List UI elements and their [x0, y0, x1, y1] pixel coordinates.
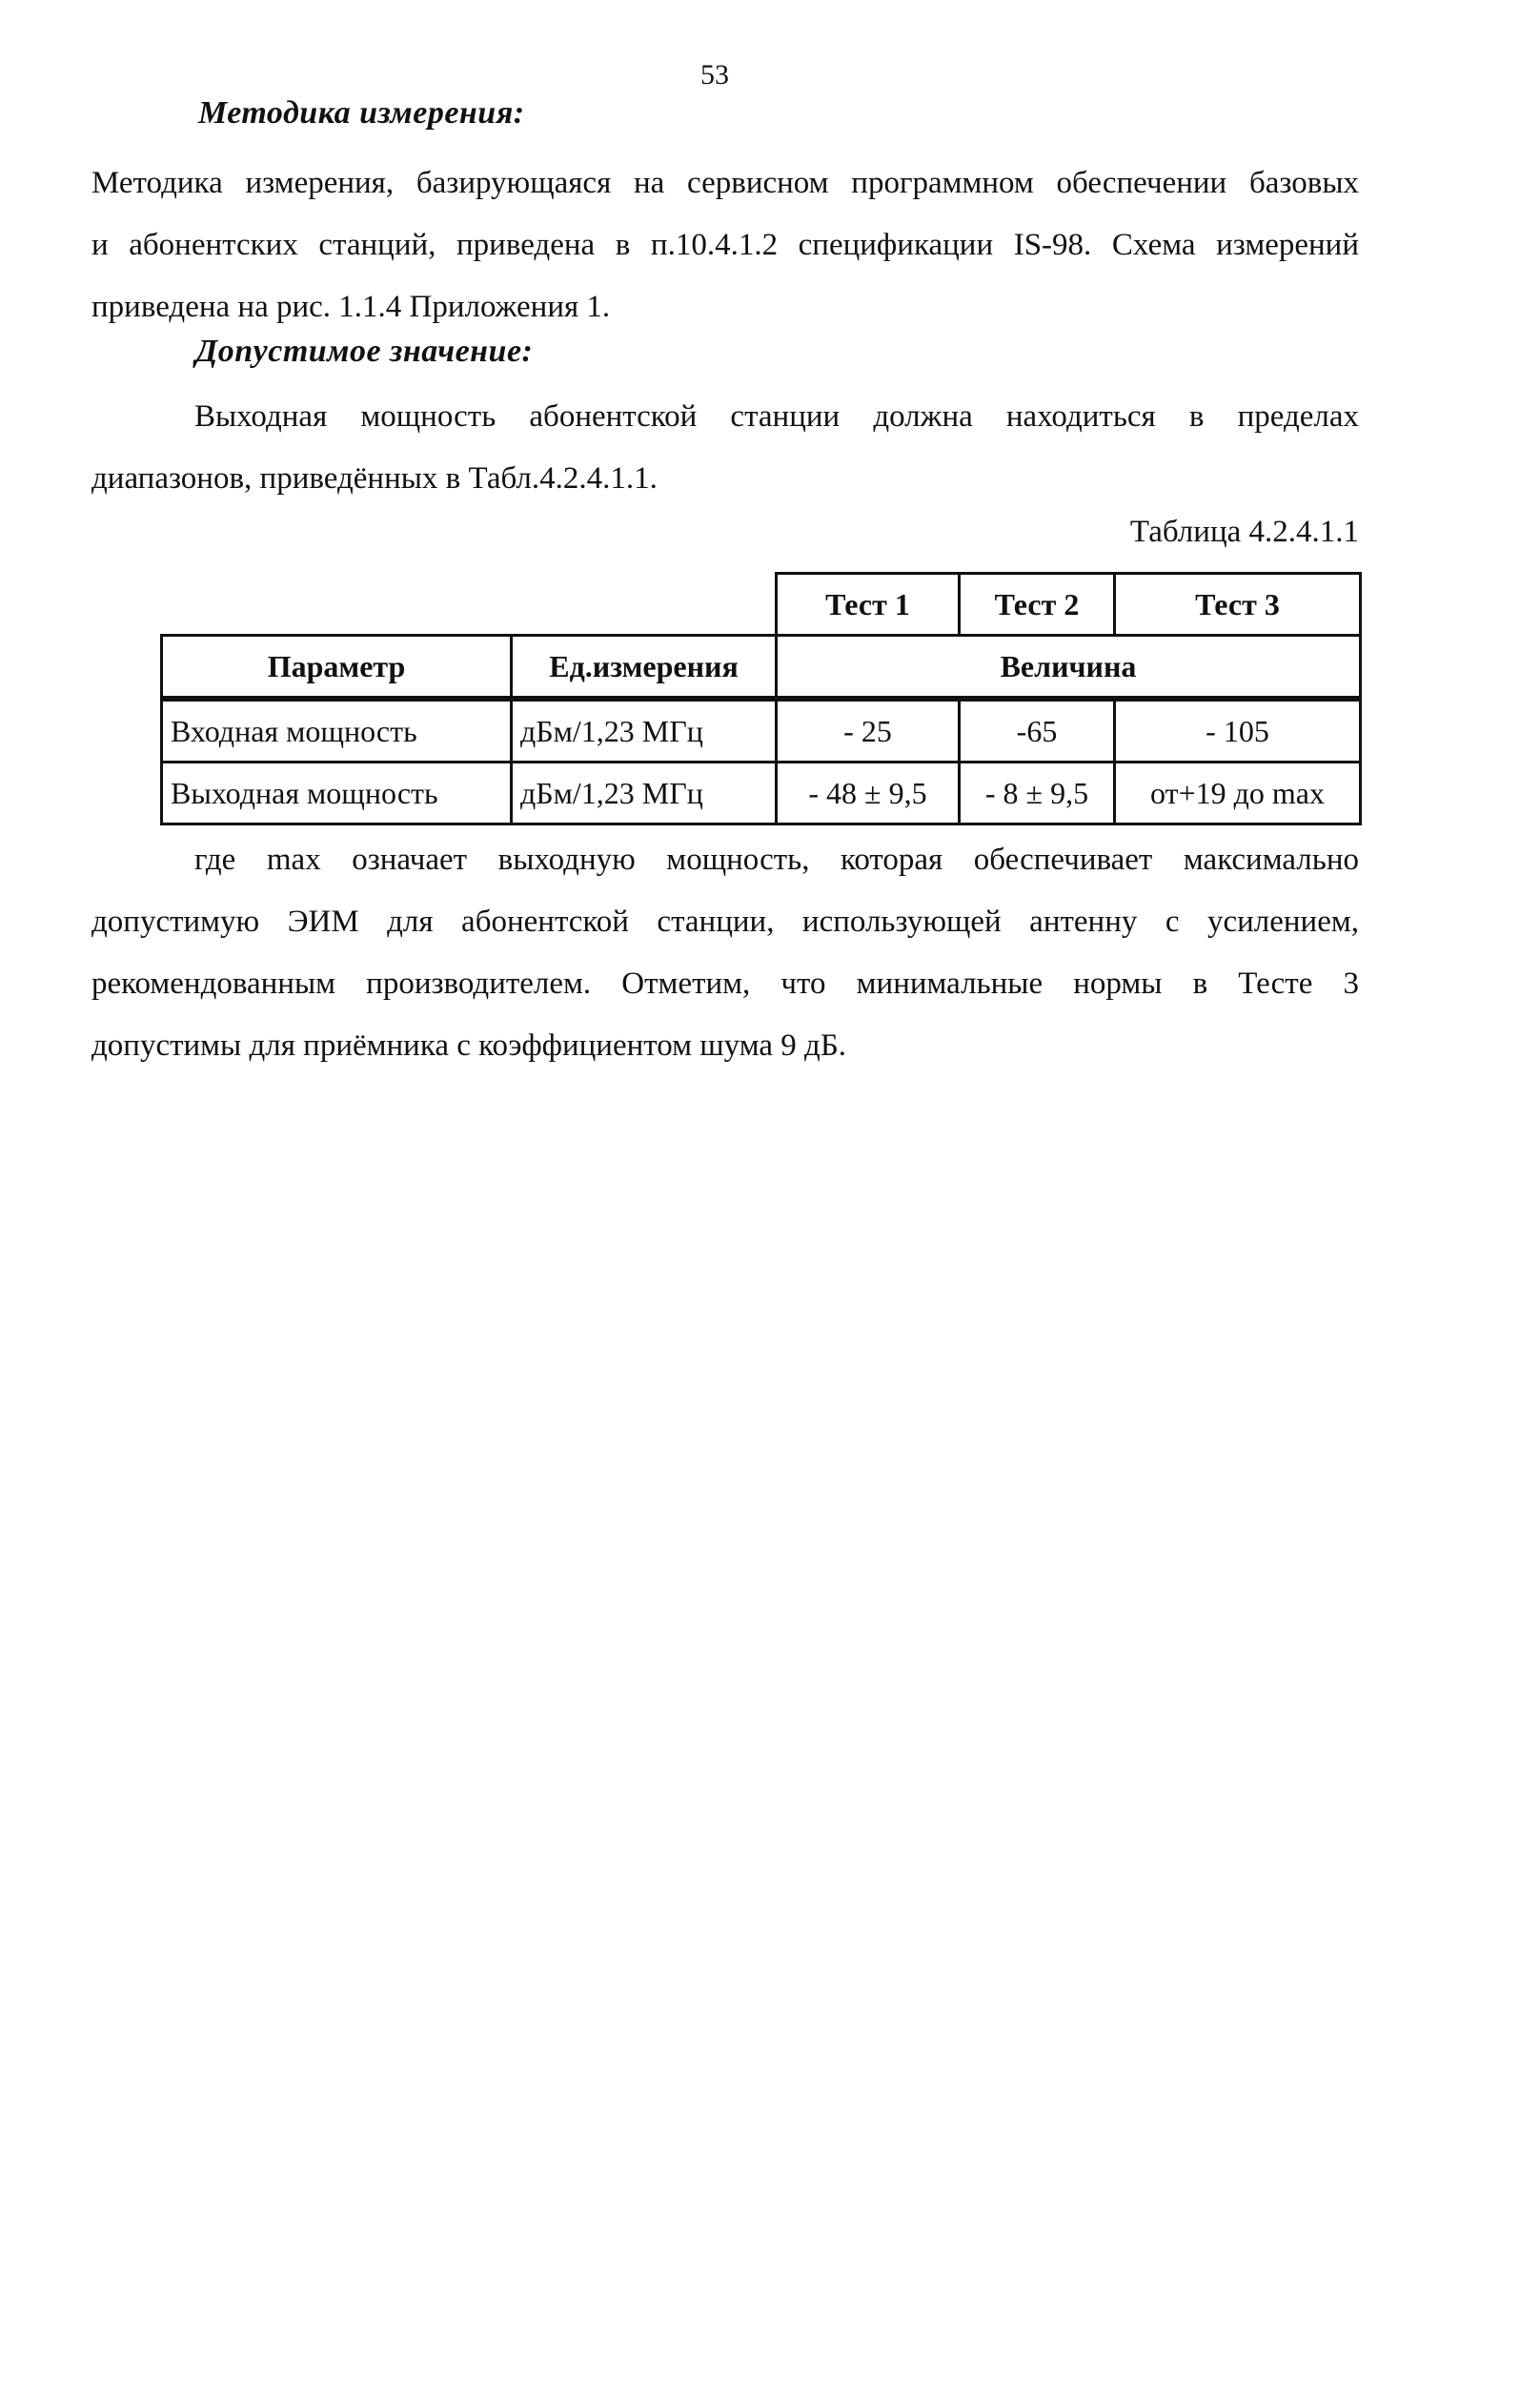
table-cell-test1: - 48 ± 9,5 — [777, 763, 960, 824]
table-row — [162, 763, 1361, 824]
paragraph-line: где max означает выходную мощность, которая обеспечивает максимально — [194, 843, 1359, 877]
paragraph-line: Выходная мощность абонентской станции должна находиться в пределах — [194, 399, 1359, 434]
paragraph-line: и абонентских станций, приведена в п.10.4.1.2 спецификации IS-98. Схема измерений — [91, 228, 1359, 262]
table-caption: Таблица 4.2.4.1.1 — [1129, 515, 1359, 549]
section-heading-method: Методика измерения: — [198, 95, 525, 131]
paragraph-line: приведена на рис. 1.1.4 Приложения 1. — [91, 290, 611, 324]
table-header-test3: Тест 3 — [1115, 574, 1361, 636]
table-cell-param: Входная мощность — [162, 699, 512, 763]
paragraph-line: Методика измерения, базирующаяся на сервисном программном обеспечении базовых — [91, 166, 1359, 200]
table-cell-unit: дБм/1,23 МГц — [512, 763, 777, 824]
table-cell-test1: - 25 — [777, 699, 960, 763]
table-cell-test2: - 8 ± 9,5 — [960, 763, 1115, 824]
table-header-test2: Тест 2 — [960, 574, 1115, 636]
table-header-test1: Тест 1 — [777, 574, 960, 636]
table-cell-unit: дБм/1,23 МГц — [512, 699, 777, 763]
table-test-header-row — [162, 574, 1361, 636]
table-header-unit: Ед.измерения — [512, 636, 777, 700]
paragraph-line: допустимы для приёмника с коэффициентом шума 9 дБ. — [91, 1028, 847, 1063]
paragraph-line: диапазонов, приведённых в Табл.4.2.4.1.1. — [91, 461, 658, 496]
table-header-param: Параметр — [162, 636, 512, 700]
paragraph-allowed-value — [91, 386, 1359, 510]
table-cell-test3: от+19 до max — [1115, 763, 1361, 824]
paragraph-line: допустимую ЭИМ для абонентской станции, использующей антенну с усилением, — [91, 905, 1359, 939]
power-table — [160, 572, 1362, 825]
page-number: 53 — [700, 59, 729, 91]
paragraph-line: рекомендованным производителем. Отметим, что минимальные нормы в Тесте 3 — [91, 967, 1359, 1001]
section-heading-allowed-value: Допустимое значение: — [195, 334, 534, 369]
table-cell-param: Выходная мощность — [162, 763, 512, 824]
table-row — [162, 699, 1361, 763]
table-header-value: Величина — [777, 636, 1361, 700]
table-header-row — [162, 636, 1361, 700]
table-cell-test2: -65 — [960, 699, 1115, 763]
paragraph-note — [91, 829, 1359, 1077]
table-cell-test3: - 105 — [1115, 699, 1361, 763]
paragraph-method — [91, 153, 1359, 338]
